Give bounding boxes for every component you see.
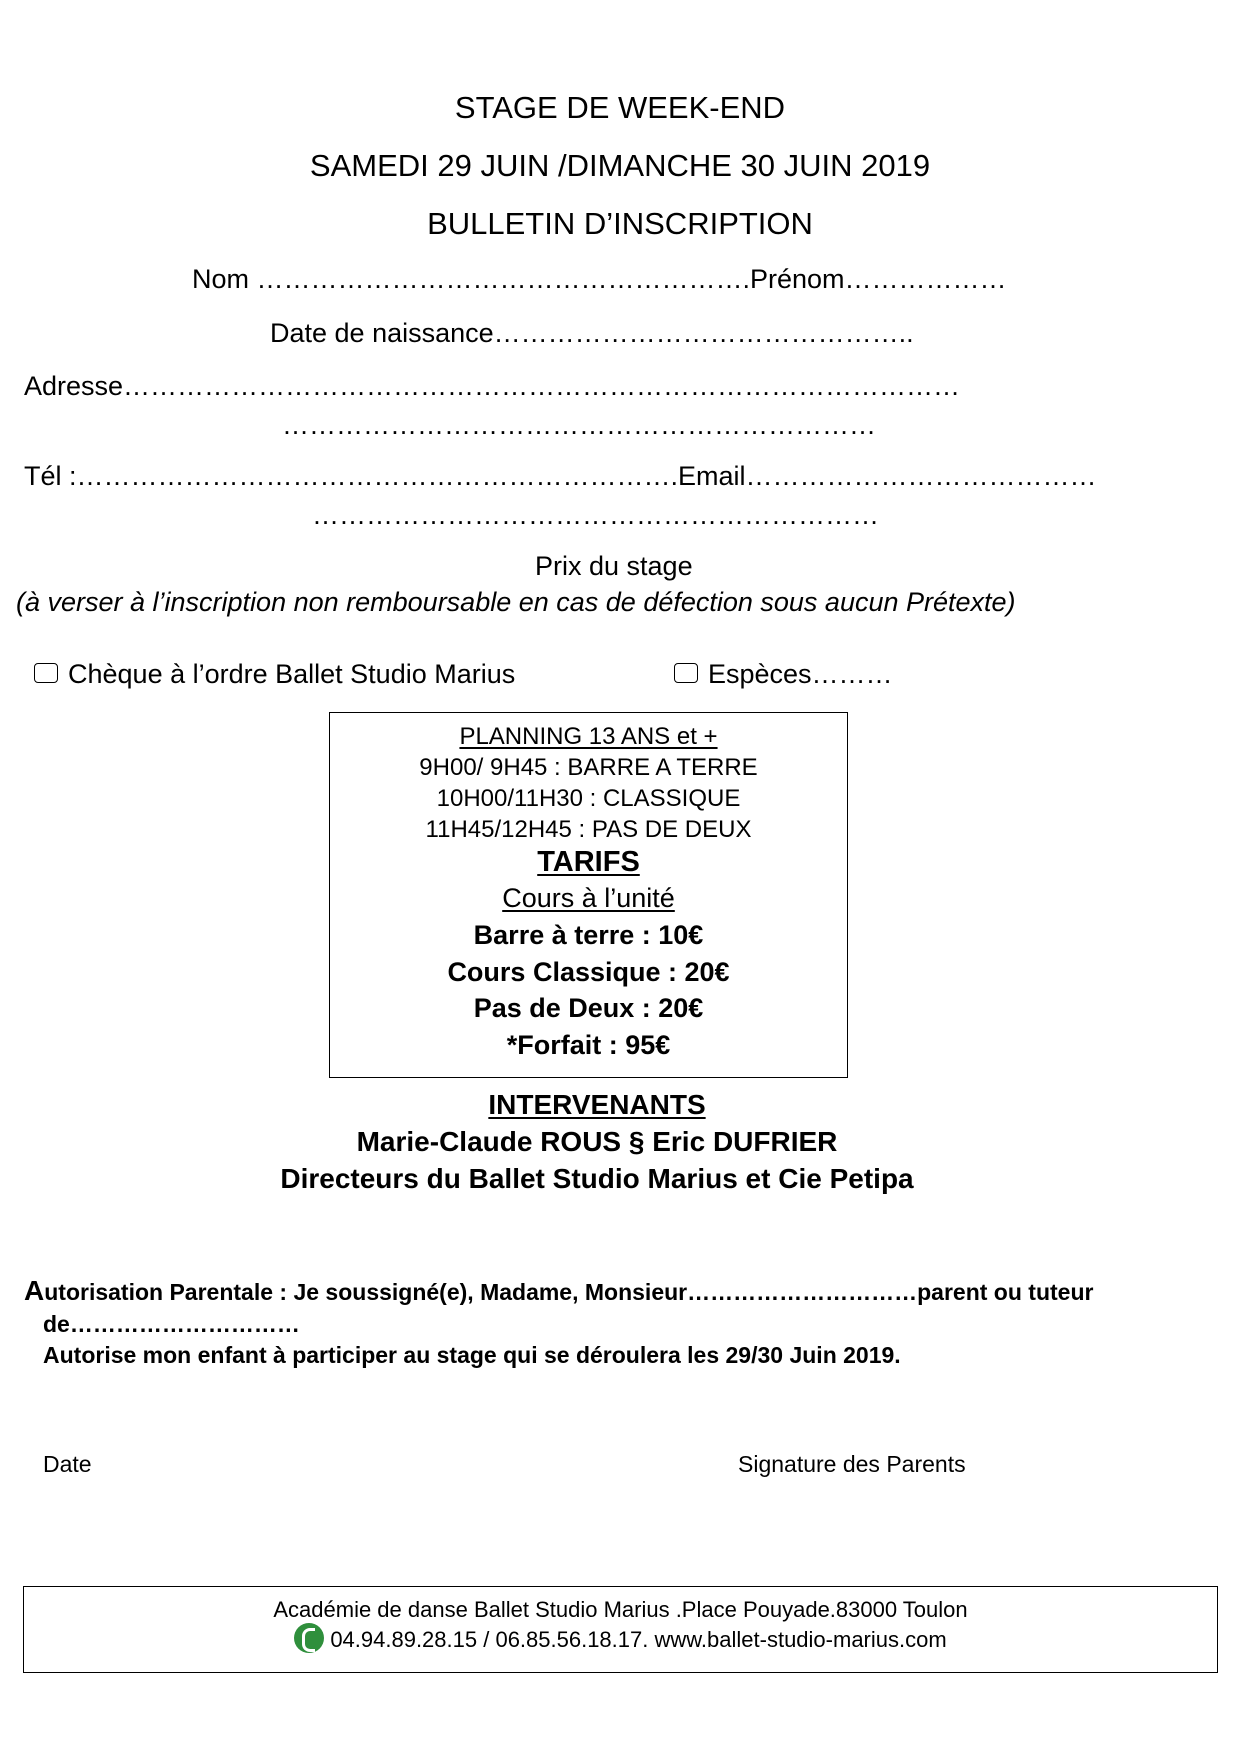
- title-bulletin: BULLETIN D’INSCRIPTION: [427, 206, 813, 241]
- intervenants-role: Directeurs du Ballet Studio Marius et Cie Petipa: [280, 1163, 914, 1194]
- phone-icon: [294, 1623, 324, 1653]
- autorisation-initial: A: [24, 1275, 45, 1306]
- autorisation-line2[interactable]: de…………………………: [43, 1311, 300, 1337]
- tarif-item: Cours Classique : 20€: [447, 956, 730, 987]
- planning-box: [329, 712, 848, 1078]
- cheque-checkbox[interactable]: [34, 663, 58, 683]
- autorisation-line1: [24, 1275, 1093, 1307]
- planning-title: PLANNING 13 ANS et +: [459, 723, 718, 750]
- intervenants-names: Marie-Claude ROUS § Eric DUFRIER: [356, 1126, 838, 1157]
- field-nom-prenom[interactable]: Nom ……………………………………………….Prénom………………: [192, 264, 1007, 294]
- footer-contact-line: [24, 1625, 1217, 1656]
- tarif-item: Barre à terre : 10€: [473, 920, 704, 950]
- field-tel-email[interactable]: Tél :………………………………………………………….Email…………………………………: [24, 461, 1097, 491]
- especes-label: Espèces………: [708, 659, 893, 689]
- signature-label: Signature des Parents: [738, 1451, 966, 1477]
- intervenants-title: INTERVENANTS: [488, 1089, 706, 1120]
- autorisation-line3: Autorise mon enfant à participer au stage qui se déroulera les 29/30 Juin 2019.: [43, 1342, 901, 1368]
- title-stage: STAGE DE WEEK-END: [454, 90, 786, 125]
- payment-cheque-option[interactable]: [34, 659, 515, 690]
- footer-address: Académie de danse Ballet Studio Marius .Place Pouyade.83000 Toulon: [273, 1597, 968, 1622]
- field-adresse-line2[interactable]: …………………………………………………………: [282, 410, 876, 440]
- planning-item: 11H45/12H45 : PAS DE DEUX: [425, 816, 752, 843]
- tarif-item: Pas de Deux : 20€: [473, 993, 704, 1023]
- tarifs-title: TARIFS: [537, 846, 640, 878]
- title-dates: SAMEDI 29 JUIN /DIMANCHE 30 JUIN 2019: [309, 148, 931, 183]
- planning-item: 10H00/11H30 : CLASSIQUE: [436, 785, 741, 812]
- field-date-naissance[interactable]: Date de naissance………………………………………..: [270, 318, 914, 348]
- field-email-line2[interactable]: ………………………………………………………: [312, 500, 879, 530]
- footer-box: [23, 1586, 1218, 1673]
- payment-especes-option[interactable]: [674, 659, 893, 690]
- date-label: Date: [43, 1451, 92, 1477]
- footer-contact: 04.94.89.28.15 / 06.85.56.18.17. www.ballet-studio-marius.com: [330, 1627, 947, 1652]
- prix-note: (à verser à l’inscription non remboursable en cas de défection sous aucun Prétexte): [16, 587, 1016, 617]
- autorisation-text: utorisation Parentale : Je soussigné(e), Madame, Monsieur…………………………parent ou tuteur: [44, 1279, 1094, 1305]
- tarifs-subtitle: Cours à l’unité: [502, 883, 675, 913]
- cheque-label: Chèque à l’ordre Ballet Studio Marius: [68, 659, 516, 689]
- prix-title: Prix du stage: [535, 551, 693, 581]
- tarif-item: *Forfait : 95€: [506, 1029, 671, 1060]
- planning-item: 9H00/ 9H45 : BARRE A TERRE: [419, 754, 758, 781]
- especes-checkbox[interactable]: [674, 663, 698, 683]
- field-adresse[interactable]: Adresse…………………………………………………………………………………: [24, 371, 961, 401]
